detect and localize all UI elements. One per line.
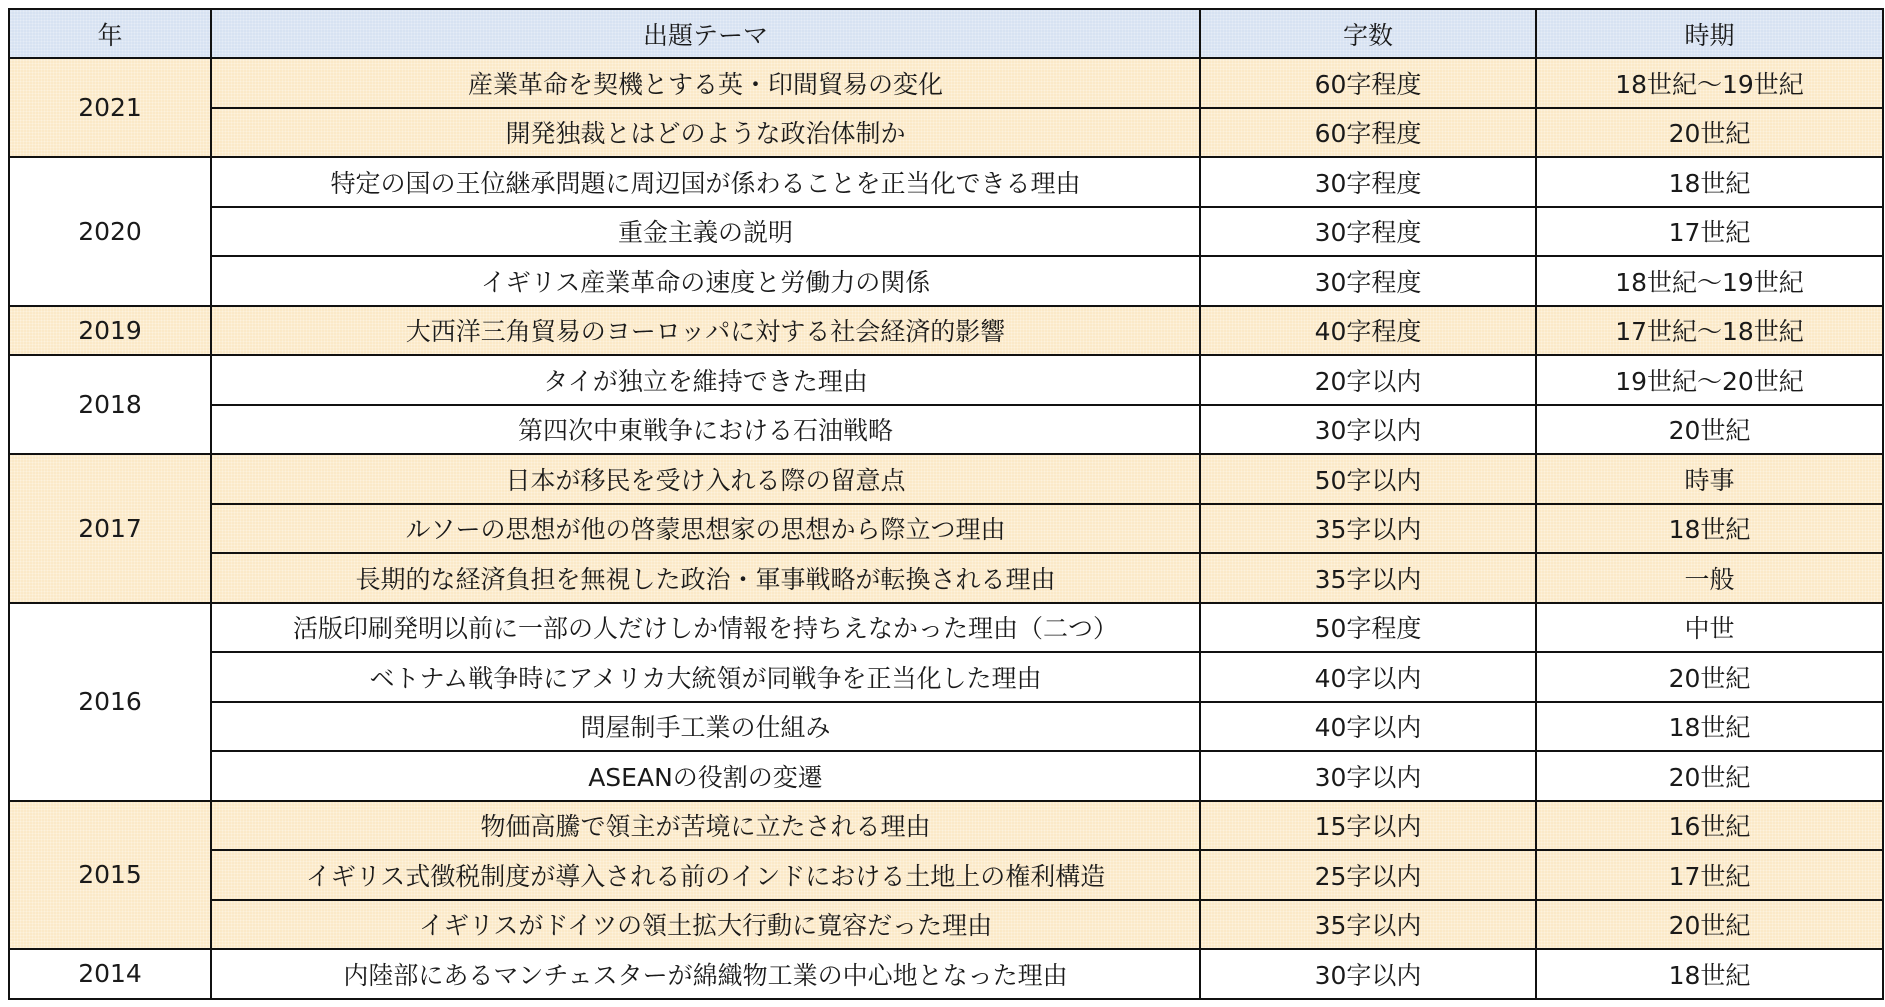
table-row <box>9 405 1883 455</box>
theme-cell: ASEANの役割の変遷 <box>211 751 1200 801</box>
period-cell: 時事 <box>1536 454 1883 504</box>
theme-cell: 物価高騰で領主が苦境に立たされる理由 <box>211 801 1200 851</box>
period-cell: 19世紀～20世紀 <box>1536 355 1883 405</box>
header-row <box>9 9 1883 58</box>
year-cell: 2019 <box>9 306 211 356</box>
theme-cell: 重金主義の説明 <box>211 207 1200 257</box>
header-year: 年 <box>9 9 211 58</box>
period-cell: 18世紀 <box>1536 702 1883 752</box>
year-cell: 2014 <box>9 949 211 999</box>
period-cell: 16世紀 <box>1536 801 1883 851</box>
table-row <box>9 751 1883 801</box>
year-cell: 2016 <box>9 603 211 801</box>
count-cell: 35字以内 <box>1200 504 1536 554</box>
period-cell: 18世紀 <box>1536 504 1883 554</box>
table-row <box>9 850 1883 900</box>
count-cell: 40字以内 <box>1200 702 1536 752</box>
count-cell: 35字以内 <box>1200 553 1536 603</box>
period-cell: 一般 <box>1536 553 1883 603</box>
period-cell: 17世紀～18世紀 <box>1536 306 1883 356</box>
period-cell: 20世紀 <box>1536 900 1883 950</box>
period-cell: 20世紀 <box>1536 652 1883 702</box>
table-row <box>9 454 1883 504</box>
count-cell: 60字程度 <box>1200 108 1536 158</box>
count-cell: 30字程度 <box>1200 207 1536 257</box>
theme-cell: ベトナム戦争時にアメリカ大統領が同戦争を正当化した理由 <box>211 652 1200 702</box>
table-row <box>9 900 1883 950</box>
period-cell: 20世紀 <box>1536 751 1883 801</box>
theme-cell: 特定の国の王位継承問題に周辺国が係わることを正当化できる理由 <box>211 157 1200 207</box>
count-cell: 60字程度 <box>1200 58 1536 108</box>
table-row <box>9 702 1883 752</box>
theme-cell: タイが独立を維持できた理由 <box>211 355 1200 405</box>
table-row <box>9 306 1883 356</box>
period-cell: 18世紀～19世紀 <box>1536 58 1883 108</box>
count-cell: 30字以内 <box>1200 405 1536 455</box>
count-cell: 15字以内 <box>1200 801 1536 851</box>
period-cell: 17世紀 <box>1536 207 1883 257</box>
theme-cell: イギリス産業革命の速度と労働力の関係 <box>211 256 1200 306</box>
table-row <box>9 801 1883 851</box>
theme-cell: 活版印刷発明以前に一部の人だけしか情報を持ちえなかった理由（二つ） <box>211 603 1200 653</box>
theme-cell: 問屋制手工業の仕組み <box>211 702 1200 752</box>
count-cell: 35字以内 <box>1200 900 1536 950</box>
period-cell: 18世紀～19世紀 <box>1536 256 1883 306</box>
theme-cell: イギリスがドイツの領土拡大行動に寛容だった理由 <box>211 900 1200 950</box>
table-row <box>9 108 1883 158</box>
theme-cell: 開発独裁とはどのような政治体制か <box>211 108 1200 158</box>
year-cell: 2015 <box>9 801 211 950</box>
exam-topics-table <box>8 8 1884 1000</box>
count-cell: 30字程度 <box>1200 256 1536 306</box>
count-cell: 50字以内 <box>1200 454 1536 504</box>
exam-topics-table-container <box>8 8 1884 1000</box>
header-theme: 出題テーマ <box>211 9 1200 58</box>
count-cell: 40字程度 <box>1200 306 1536 356</box>
theme-cell: 日本が移民を受け入れる際の留意点 <box>211 454 1200 504</box>
theme-cell: イギリス式徴税制度が導入される前のインドにおける土地上の権利構造 <box>211 850 1200 900</box>
table-row <box>9 504 1883 554</box>
theme-cell: 内陸部にあるマンチェスターが綿織物工業の中心地となった理由 <box>211 949 1200 999</box>
count-cell: 30字以内 <box>1200 751 1536 801</box>
period-cell: 20世紀 <box>1536 405 1883 455</box>
period-cell: 18世紀 <box>1536 157 1883 207</box>
table-row <box>9 58 1883 108</box>
header-count: 字数 <box>1200 9 1536 58</box>
period-cell: 20世紀 <box>1536 108 1883 158</box>
period-cell: 17世紀 <box>1536 850 1883 900</box>
year-cell: 2021 <box>9 58 211 157</box>
table-row <box>9 553 1883 603</box>
table-row <box>9 652 1883 702</box>
count-cell: 40字以内 <box>1200 652 1536 702</box>
table-row <box>9 949 1883 999</box>
count-cell: 30字以内 <box>1200 949 1536 999</box>
year-cell: 2020 <box>9 157 211 306</box>
theme-cell: 第四次中東戦争における石油戦略 <box>211 405 1200 455</box>
period-cell: 中世 <box>1536 603 1883 653</box>
table-row <box>9 157 1883 207</box>
theme-cell: 長期的な経済負担を無視した政治・軍事戦略が転換される理由 <box>211 553 1200 603</box>
count-cell: 20字以内 <box>1200 355 1536 405</box>
table-row <box>9 207 1883 257</box>
theme-cell: 大西洋三角貿易のヨーロッパに対する社会経済的影響 <box>211 306 1200 356</box>
table-header <box>9 9 1883 58</box>
count-cell: 50字程度 <box>1200 603 1536 653</box>
period-cell: 18世紀 <box>1536 949 1883 999</box>
table-row <box>9 603 1883 653</box>
theme-cell: 産業革命を契機とする英・印間貿易の変化 <box>211 58 1200 108</box>
count-cell: 25字以内 <box>1200 850 1536 900</box>
table-row <box>9 355 1883 405</box>
header-period: 時期 <box>1536 9 1883 58</box>
year-cell: 2017 <box>9 454 211 603</box>
year-cell: 2018 <box>9 355 211 454</box>
theme-cell: ルソーの思想が他の啓蒙思想家の思想から際立つ理由 <box>211 504 1200 554</box>
count-cell: 30字程度 <box>1200 157 1536 207</box>
table-row <box>9 256 1883 306</box>
table-body <box>9 58 1883 999</box>
